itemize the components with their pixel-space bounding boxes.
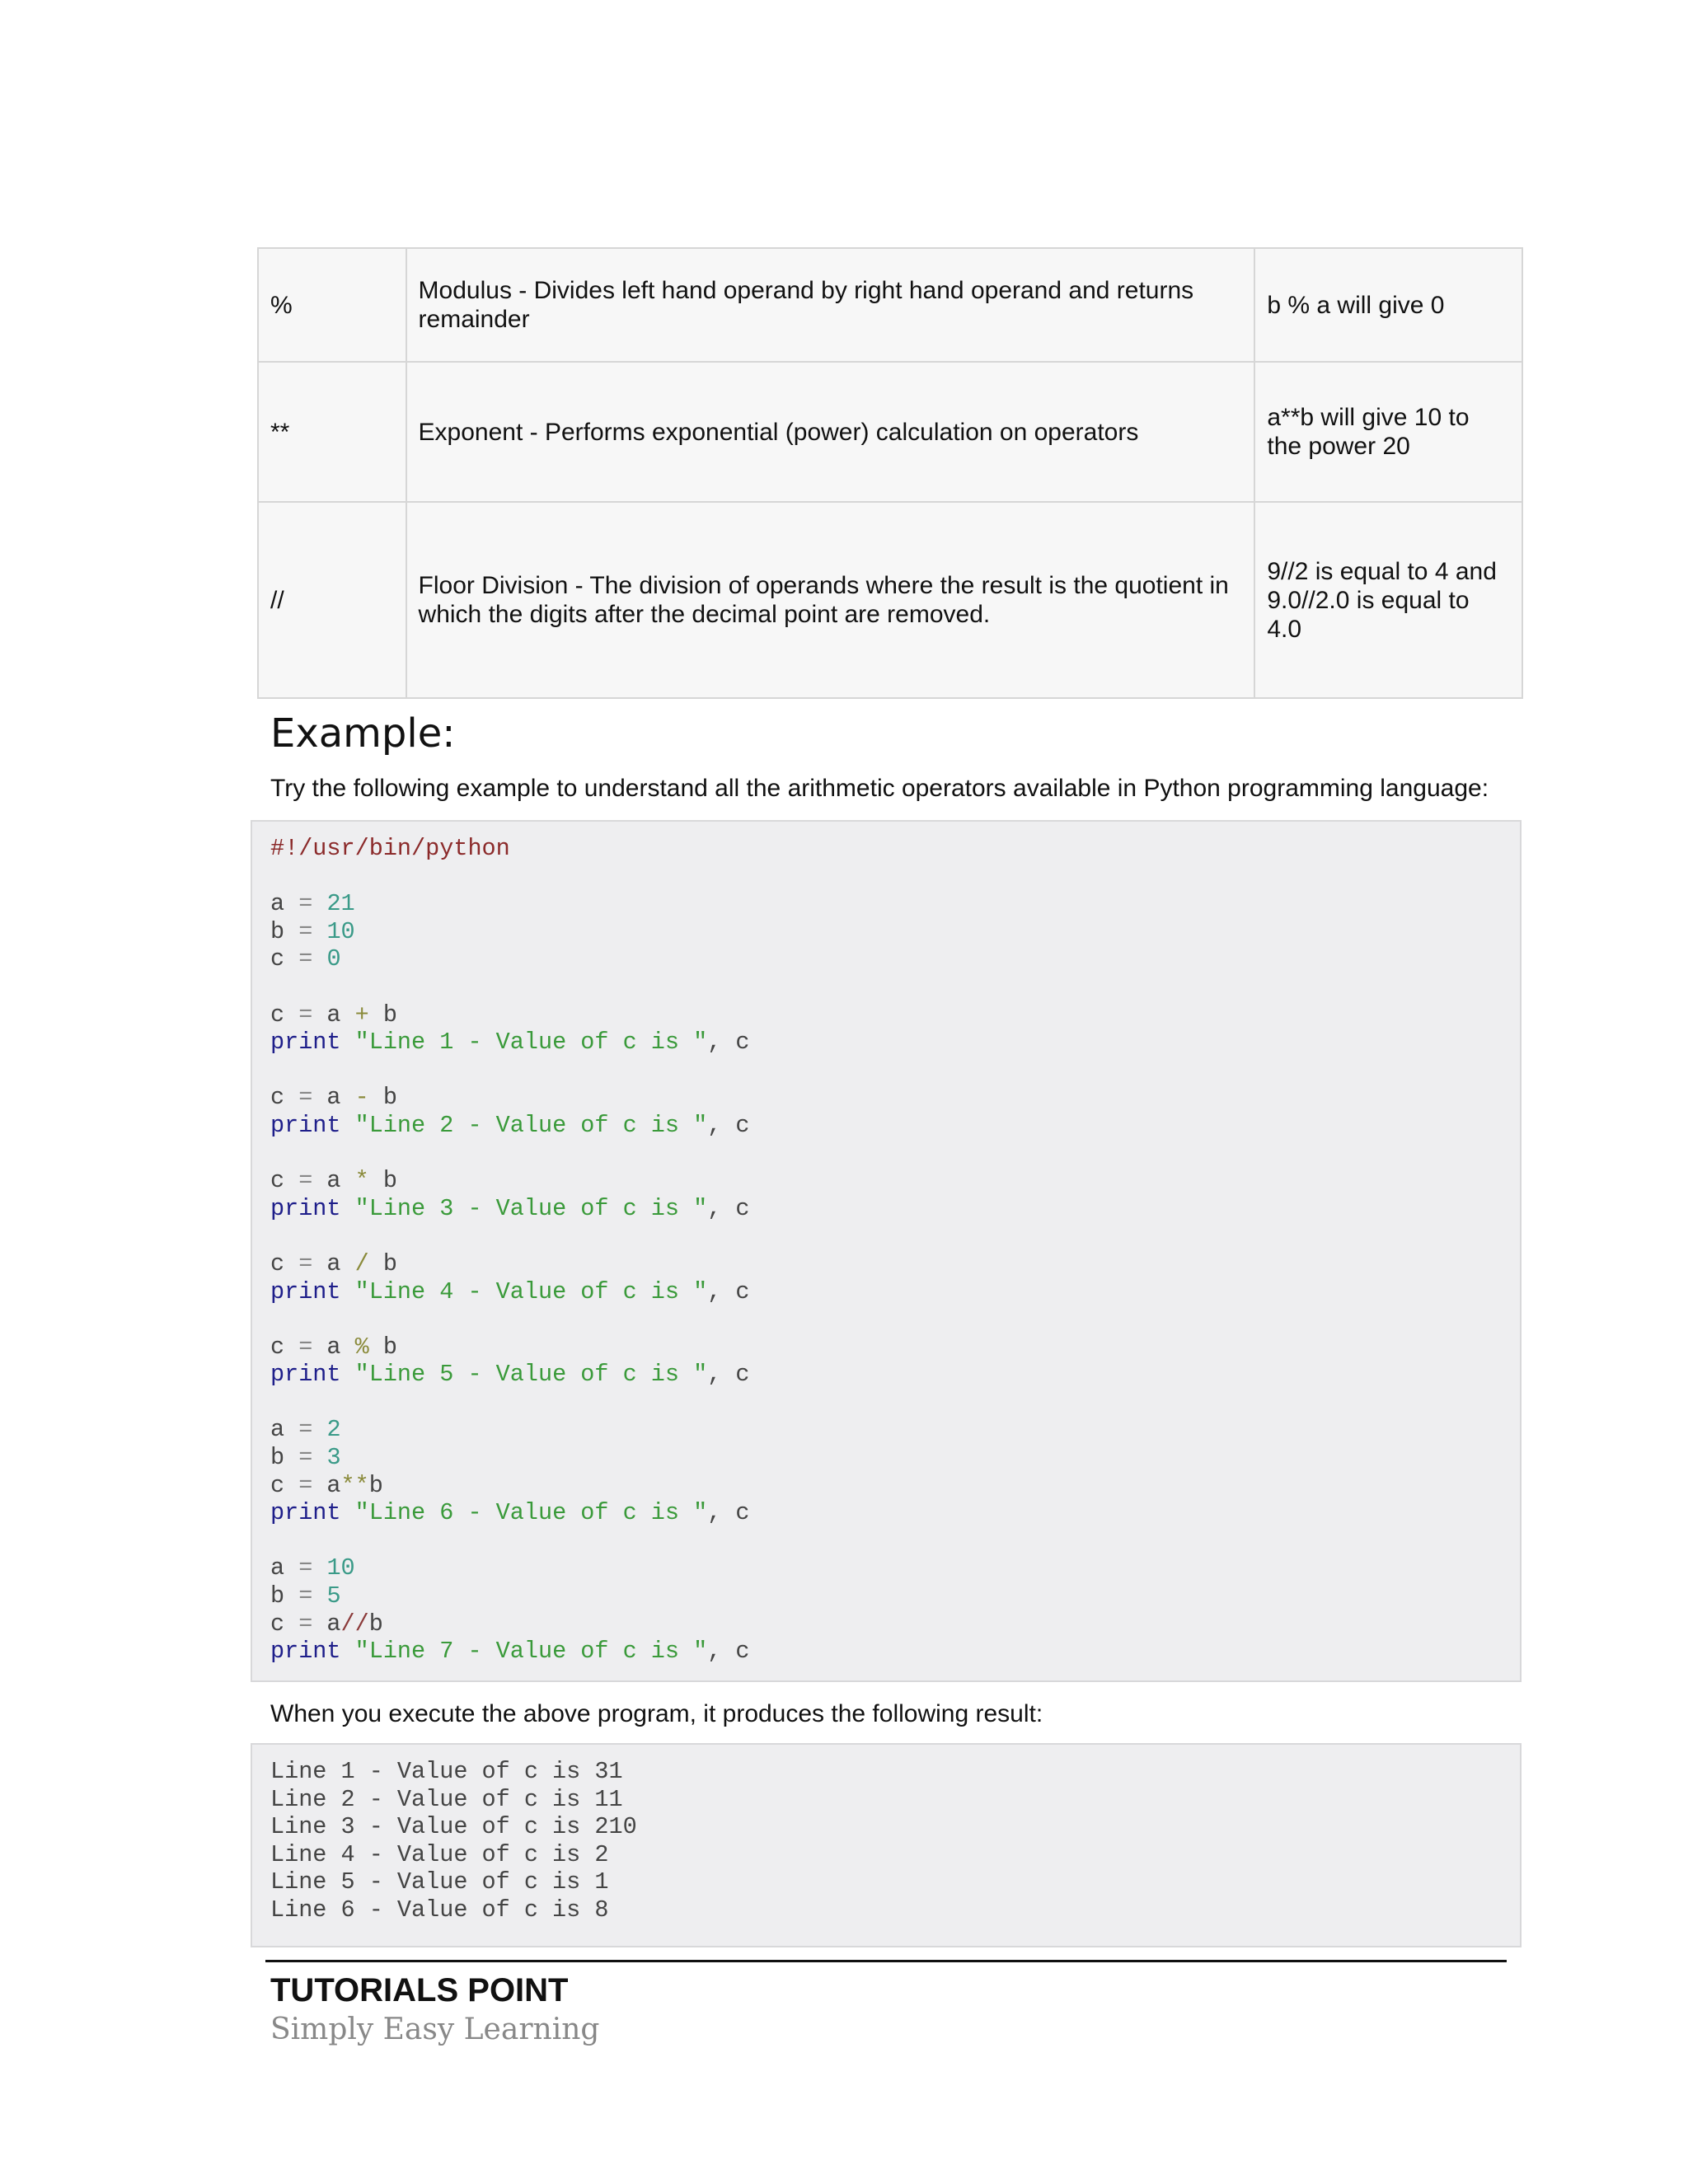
code-token: print (270, 1638, 341, 1666)
code-line (270, 890, 1520, 918)
code-token: b (368, 1084, 397, 1112)
code-token: print (270, 1277, 341, 1305)
code-token: c (270, 945, 299, 973)
code-token: a (312, 1333, 355, 1361)
code-line (270, 1638, 1520, 1666)
code-token (341, 1195, 355, 1222)
output-line: Line 6 - Value of c is 8 (270, 1896, 609, 1924)
code-line (270, 1499, 1520, 1527)
code-line (270, 1084, 1520, 1112)
code-token: = (298, 1001, 313, 1029)
code-token: = (298, 1084, 313, 1112)
code-token: b (270, 917, 299, 945)
code-token: "Line 3 - Value of c is " (354, 1194, 708, 1222)
code-token: "Line 7 - Value of c is " (354, 1638, 708, 1666)
code-token: "Line 2 - Value of c is " (354, 1111, 708, 1139)
code-token: b (368, 1249, 397, 1277)
code-token: a (270, 1554, 299, 1582)
code-token: , c (707, 1361, 750, 1389)
code-line (270, 1001, 1520, 1029)
operators-table (257, 247, 1523, 699)
operator-cell: // (258, 502, 406, 698)
code-token: a (270, 1416, 299, 1444)
operator-cell: % (258, 248, 406, 362)
code-token: b (368, 1610, 383, 1638)
code-token: b (270, 1444, 299, 1472)
code-token: "Line 5 - Value of c is " (354, 1361, 708, 1389)
code-token (341, 1499, 355, 1526)
code-token: c (270, 1471, 299, 1499)
code-token (341, 1278, 355, 1305)
code-token: = (298, 1582, 313, 1610)
code-token: ** (340, 1471, 369, 1499)
code-token: c (270, 1001, 299, 1029)
code-token: 3 (326, 1444, 341, 1472)
code-line (270, 1222, 1520, 1250)
output-line: Line 3 - Value of c is 210 (270, 1813, 637, 1841)
code-token: , c (707, 1111, 750, 1139)
code-token: 21 (326, 890, 355, 918)
code-block (251, 820, 1522, 1682)
example-intro: Try the following example to understand all the arithmetic operators available in Python programming language: (270, 775, 1489, 802)
example-heading: Example: (270, 710, 456, 757)
code-token: a (312, 1249, 355, 1277)
table-row (258, 502, 1522, 698)
code-token: 10 (326, 917, 355, 945)
example-cell: b % a will give 0 (1254, 248, 1522, 362)
code-token: = (298, 1167, 313, 1195)
output-line: Line 4 - Value of c is 2 (270, 1840, 609, 1868)
code-token: c (270, 1249, 299, 1277)
code-token (312, 945, 326, 972)
code-token: a (312, 1471, 341, 1499)
code-token (341, 1638, 355, 1665)
code-token: , c (707, 1638, 750, 1666)
code-token: b (368, 1333, 397, 1361)
description-cell: Floor Division - The division of operands where the result is the quotient in which the digits after the decimal point are removed. (406, 502, 1255, 698)
code-line (270, 945, 1520, 973)
code-line (270, 1195, 1520, 1223)
table-row (258, 362, 1522, 502)
code-line (270, 1416, 1520, 1444)
code-token (341, 1029, 355, 1056)
example-cell: 9//2 is equal to 4 and 9.0//2.0 is equal to 4.0 (1254, 502, 1522, 698)
result-intro: When you execute the above program, it produces the following result: (270, 1700, 1043, 1727)
code-token: print (270, 1111, 341, 1139)
code-token: = (298, 1610, 313, 1638)
code-token: = (298, 917, 313, 945)
code-line (270, 1140, 1520, 1168)
code-line (270, 1527, 1520, 1555)
code-token: c (270, 1333, 299, 1361)
code-token (341, 1112, 355, 1139)
code-token: c (270, 1167, 299, 1195)
code-token: = (298, 1471, 313, 1499)
code-token (312, 1582, 326, 1610)
code-token: - (354, 1084, 369, 1112)
code-token: , c (707, 1499, 750, 1527)
description-cell: Modulus - Divides left hand operand by right hand operand and returns remainder (406, 248, 1255, 362)
code-token: #!/usr/bin/python (270, 835, 510, 862)
code-token: = (298, 1333, 313, 1361)
code-token: print (270, 1361, 341, 1389)
code-token (312, 1444, 326, 1471)
code-token: , c (707, 1277, 750, 1305)
code-line (270, 1610, 1520, 1638)
code-token: , c (707, 1194, 750, 1222)
code-line (270, 1057, 1520, 1085)
code-token (312, 890, 326, 917)
example-cell: a**b will give 10 to the power 20 (1254, 362, 1522, 502)
code-token: = (298, 1444, 313, 1472)
code-line (270, 1444, 1520, 1472)
operators-table-body (258, 248, 1522, 698)
table-row (258, 248, 1522, 362)
code-line (270, 1361, 1520, 1389)
code-line (270, 918, 1520, 946)
code-token: 0 (326, 945, 341, 973)
code-token: a (312, 1001, 355, 1029)
operator-cell: ** (258, 362, 406, 502)
output-line: Line 2 - Value of c is 11 (270, 1785, 623, 1813)
code-token: a (312, 1610, 341, 1638)
code-token: print (270, 1194, 341, 1222)
code-token: 10 (326, 1554, 355, 1582)
code-token: / (354, 1249, 369, 1277)
code-line (270, 1167, 1520, 1195)
code-token (312, 1416, 326, 1443)
code-token: a (270, 890, 299, 918)
code-line (270, 1554, 1520, 1582)
code-token: print (270, 1029, 341, 1057)
code-token: + (354, 1001, 369, 1029)
code-line (270, 835, 1520, 863)
footer-tagline: Simply Easy Learning (270, 2013, 600, 2046)
code-line (270, 1112, 1520, 1140)
code-line (270, 1278, 1520, 1306)
code-token: a (312, 1084, 355, 1112)
code-token: c (270, 1084, 299, 1112)
code-line (270, 1389, 1520, 1417)
footer-brand: TUTORIALS POINT (270, 1972, 569, 2008)
code-token: 2 (326, 1416, 341, 1444)
code-token: * (354, 1167, 369, 1195)
code-token: b (368, 1471, 383, 1499)
code-token: , c (707, 1029, 750, 1057)
code-line (270, 1472, 1520, 1500)
code-token: = (298, 890, 313, 918)
code-token: b (368, 1167, 397, 1195)
code-line (270, 1305, 1520, 1333)
code-token: % (354, 1333, 369, 1361)
code-token (341, 1361, 355, 1388)
code-line (270, 1333, 1520, 1361)
output-line: Line 1 - Value of c is 31 (270, 1758, 623, 1785)
output-block (251, 1743, 1522, 1947)
output-line: Line 5 - Value of c is 1 (270, 1868, 609, 1896)
code-token: c (270, 1610, 299, 1638)
code-token: a (312, 1167, 355, 1195)
code-token: "Line 4 - Value of c is " (354, 1277, 708, 1305)
code-line (270, 1029, 1520, 1057)
code-token: = (298, 1416, 313, 1444)
code-token: "Line 6 - Value of c is " (354, 1499, 708, 1527)
code-token: print (270, 1499, 341, 1527)
code-line (270, 863, 1520, 891)
code-token (312, 918, 326, 945)
code-token: b (368, 1001, 397, 1029)
code-token: = (298, 1554, 313, 1582)
code-line (270, 1250, 1520, 1278)
code-token: "Line 1 - Value of c is " (354, 1029, 708, 1057)
code-token: b (270, 1582, 299, 1610)
description-cell: Exponent - Performs exponential (power) calculation on operators (406, 362, 1255, 502)
code-token: // (340, 1610, 369, 1638)
code-token (312, 1554, 326, 1582)
code-line (270, 1582, 1520, 1610)
code-token: 5 (326, 1582, 341, 1610)
footer-divider (265, 1960, 1507, 1962)
code-line (270, 973, 1520, 1001)
code-token: = (298, 945, 313, 973)
code-token: = (298, 1249, 313, 1277)
